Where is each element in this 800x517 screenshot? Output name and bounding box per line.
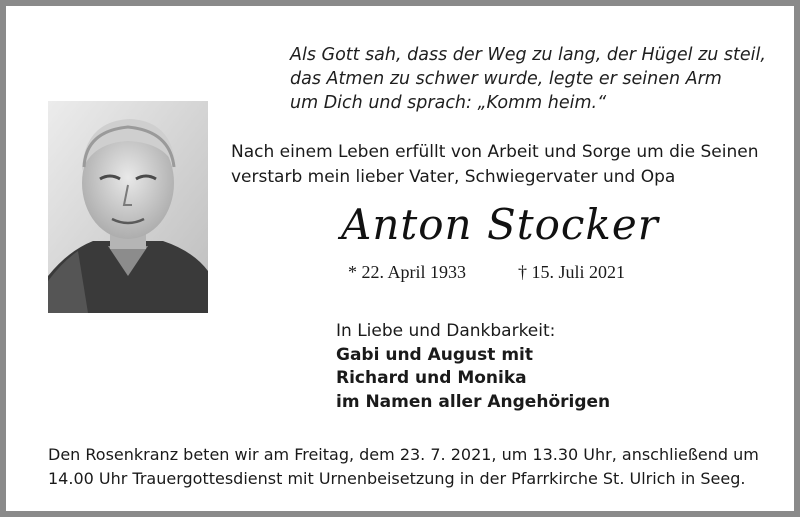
service-line: 14.00 Uhr Trauergottesdienst mit Urnenbeisetzung in der Pfarrkirche St. Ulrich in Seeg. [48,469,746,488]
signers-block [336,320,610,414]
death-date: † 15. Juli 2021 [518,262,626,282]
service-details [48,443,759,491]
signer-line: Gabi und August mit [336,344,533,365]
life-dates [348,260,625,284]
service-line: Den Rosenkranz beten wir am Freitag, dem 23. 7. 2021, um 13.30 Uhr, anschließend um [48,445,759,464]
portrait-photo [48,101,208,313]
signer-line: im Namen aller Angehörigen [336,391,611,412]
memorial-quote [290,43,766,115]
signer-line: Richard und Monika [336,368,527,388]
intro-line: Nach einem Leben erfüllt von Arbeit und Sorge um die Seinen [231,142,759,162]
quote-line: Als Gott sah, dass der Weg zu lang, der Hügel zu steil, [290,45,766,65]
birth-date: * 22. April 1933 [348,262,467,282]
intro-text [231,140,759,190]
quote-line: das Atmen zu schwer wurde, legte er seinen Arm [290,69,722,89]
signers-intro: In Liebe und Dankbarkeit: [336,321,556,341]
deceased-name: Anton Stocker [341,200,659,249]
quote-line: um Dich und sprach: „Komm heim.“ [290,93,607,113]
intro-line: verstarb mein lieber Vater, Schwiegervater und Opa [231,167,676,187]
